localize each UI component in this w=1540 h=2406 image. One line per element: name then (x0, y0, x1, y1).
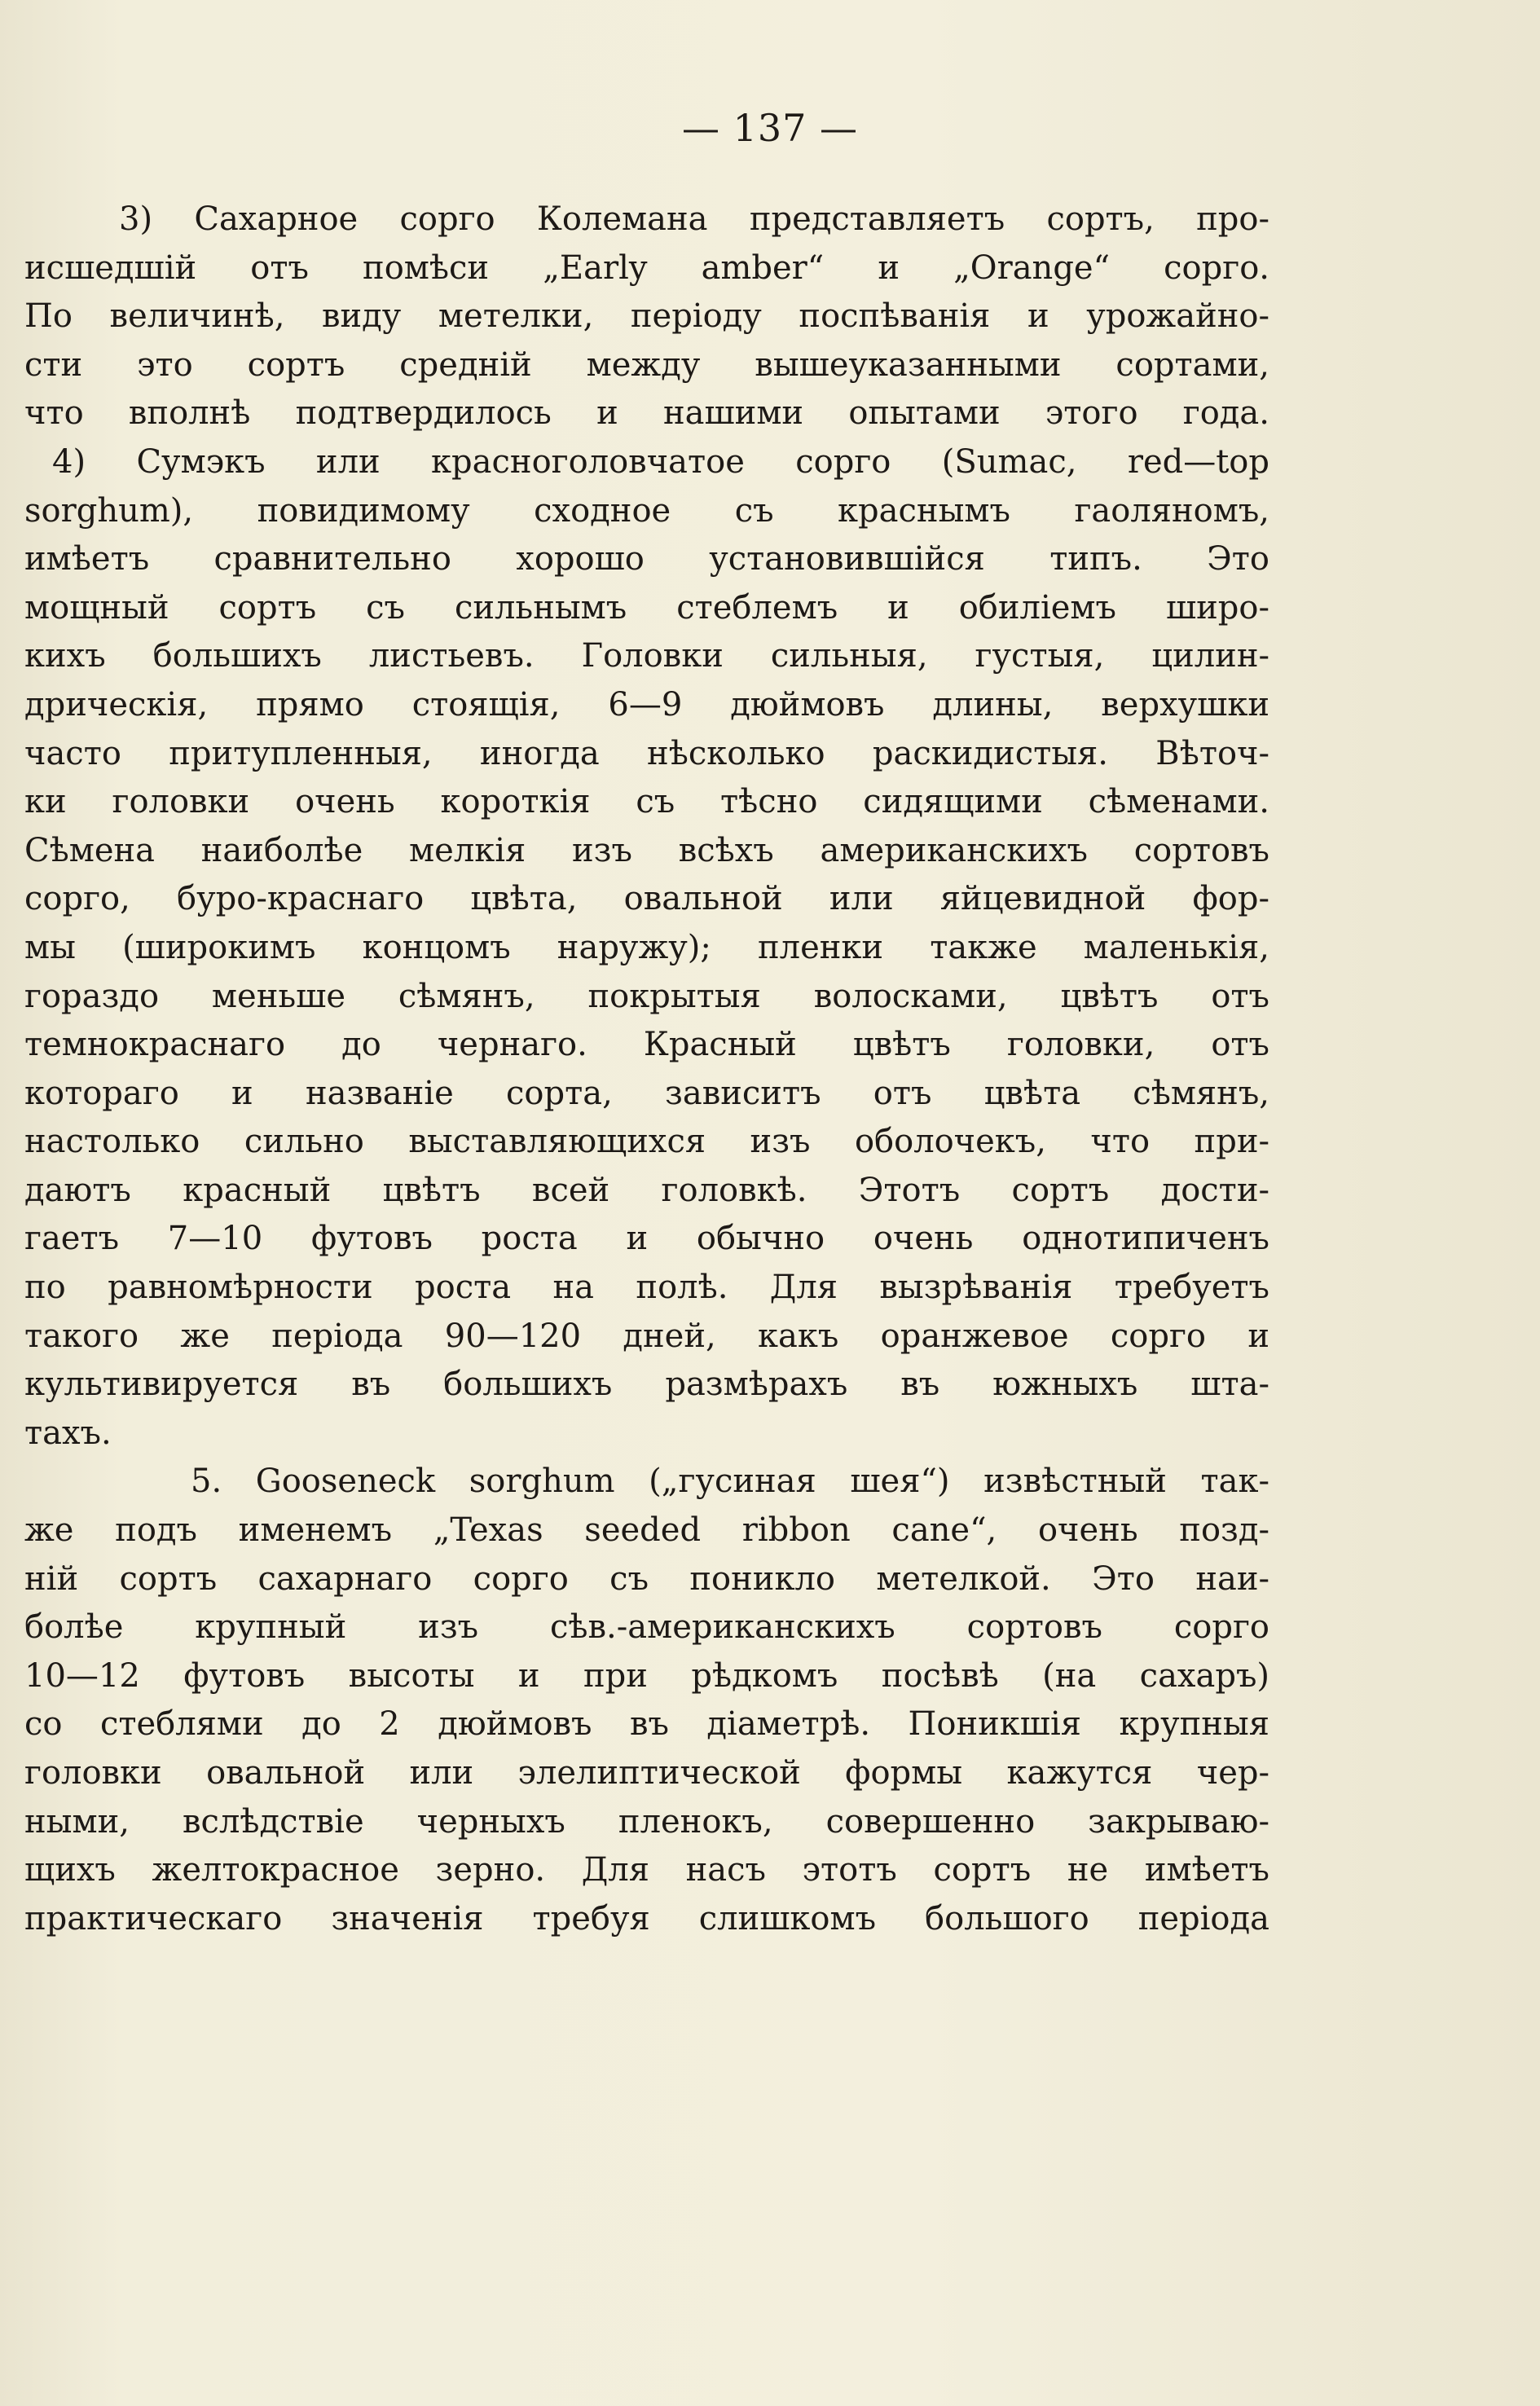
body-text (24, 196, 1269, 1943)
text-line: котораго и названiе сорта, зависитъ отъ цвѣта сѣмянъ, (24, 1074, 1269, 1112)
text-line: часто притупленныя, иногда нѣсколько раскидистыя. Вѣточ- (24, 734, 1269, 772)
text-line: мы (широкимъ концомъ наружу); пленки также маленькiя, (24, 928, 1269, 966)
text-line: со стеблями до 2 дюймовъ въ дiаметрѣ. Поникшiя крупныя (24, 1705, 1269, 1744)
text-line: болѣе крупный изъ сѣв.-американскихъ сортовъ сорго (24, 1608, 1269, 1647)
text-line: кихъ большихъ листьевъ. Головки сильныя, густыя, цилин- (24, 637, 1269, 675)
text-line: 3) Сахарное сорго Колемана представляетъ сортъ, про- (119, 200, 1269, 238)
text-line: исшедшiй отъ помѣси „Early amber“ и „Orange“ сорго. (24, 249, 1269, 287)
text-line: тахъ. (24, 1414, 112, 1452)
text-line: нiй сортъ сахарнаго сорго съ поникло метелкой. Это наи- (24, 1559, 1269, 1598)
text-line: такого же перiода 90—120 дней, какъ оранжевое сорго и (24, 1317, 1269, 1355)
text-line: 4) Сумэкъ или красноголовчатое сорго (Sumac, red—top (52, 442, 1269, 481)
text-line: Сѣмена наиболѣе мелкiя изъ всѣхъ американскихъ сортовъ (24, 831, 1269, 869)
text-line: гораздо меньше сѣмянъ, покрытыя волосками, цвѣтъ отъ (24, 977, 1269, 1015)
text-line: что вполнѣ подтвердилось и нашими опытами этого года. (24, 394, 1269, 433)
text-line: практическаго значенiя требуя слишкомъ большого перiода (24, 1899, 1269, 1938)
text-line: головки овальной или элелиптической формы кажутся чер- (24, 1754, 1269, 1792)
text-line: гаетъ 7—10 футовъ роста и обычно очень однотипиченъ (24, 1220, 1269, 1258)
text-line: темнокраснаго до чернаго. Красный цвѣтъ головки, отъ (24, 1026, 1269, 1064)
text-line: По величинѣ, виду метелки, перiоду поспѣванiя и урожайно- (24, 297, 1269, 336)
text-line: ными, вслѣдствiе черныхъ пленокъ, совершенно закрываю- (24, 1802, 1269, 1841)
text-line: сти это сортъ среднiй между вышеуказанными сортами, (24, 345, 1269, 384)
text-line: мощный сортъ съ сильнымъ стеблемъ и обилiемъ широ- (24, 588, 1269, 627)
text-line: ки головки очень короткiя съ тѣсно сидящими сѣменами. (24, 783, 1269, 821)
text-line: имѣетъ сравнительно хорошо установившiйся типъ. Это (24, 540, 1269, 578)
text-line: культивируется въ большихъ размѣрахъ въ южныхъ шта- (24, 1366, 1269, 1404)
text-line: 10—12 футовъ высоты и при рѣдкомъ посѣвѣ (на сахаръ) (24, 1656, 1269, 1695)
text-line: настолько сильно выставляющихся изъ оболочекъ, что при- (24, 1123, 1269, 1161)
text-line: дрическiя, прямо стоящiя, 6—9 дюймовъ длины, верхушки (24, 685, 1269, 724)
text-line: же подъ именемъ „Texas seeded ribbon cane“, очень позд- (24, 1511, 1269, 1550)
page-number: — 137 — (681, 106, 859, 150)
text-line: сорго, буро-краснаго цвѣта, овальной или яйцевидной фор- (24, 880, 1269, 918)
text-line: даютъ красный цвѣтъ всей головкѣ. Этотъ сортъ дости- (24, 1171, 1269, 1209)
text-line: sorghum), повидимому сходное съ краснымъ гаоляномъ, (24, 491, 1269, 530)
text-line: по равномѣрности роста на полѣ. Для вызрѣванiя требуетъ (24, 1269, 1269, 1307)
text-line: 5. Gooseneck sorghum („гусиная шея“) извѣстный так- (191, 1463, 1269, 1501)
text-line: щихъ желтокрасное зерно. Для насъ этотъ сортъ не имѣетъ (24, 1851, 1269, 1889)
